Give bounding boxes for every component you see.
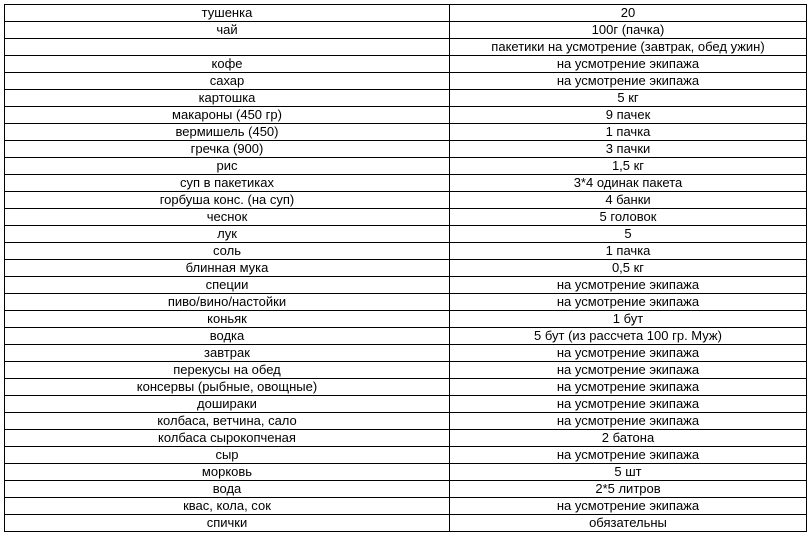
table-row <box>5 260 807 277</box>
item-cell[interactable]: картошка <box>5 90 450 107</box>
table-row <box>5 345 807 362</box>
table-row <box>5 379 807 396</box>
item-cell[interactable]: рис <box>5 158 450 175</box>
item-cell[interactable]: гречка (900) <box>5 141 450 158</box>
amount-cell[interactable]: на усмотрение экипажа <box>450 345 807 362</box>
amount-cell[interactable]: на усмотрение экипажа <box>450 362 807 379</box>
amount-cell[interactable]: 5 бут (из рассчета 100 гр. Муж) <box>450 328 807 345</box>
amount-cell[interactable]: на усмотрение экипажа <box>450 396 807 413</box>
table-row <box>5 447 807 464</box>
table-row <box>5 124 807 141</box>
item-cell[interactable]: лук <box>5 226 450 243</box>
item-cell[interactable]: блинная мука <box>5 260 450 277</box>
table-row <box>5 294 807 311</box>
amount-cell[interactable]: на усмотрение экипажа <box>450 294 807 311</box>
item-cell[interactable]: соль <box>5 243 450 260</box>
item-cell[interactable]: водка <box>5 328 450 345</box>
item-cell[interactable]: квас, кола, сок <box>5 498 450 515</box>
item-cell[interactable]: сахар <box>5 73 450 90</box>
table-row <box>5 430 807 447</box>
table-row <box>5 464 807 481</box>
table-row <box>5 90 807 107</box>
item-cell[interactable]: макароны (450 гр) <box>5 107 450 124</box>
table-row <box>5 107 807 124</box>
amount-cell[interactable]: 5 кг <box>450 90 807 107</box>
amount-cell[interactable]: 5 шт <box>450 464 807 481</box>
table-row <box>5 328 807 345</box>
item-cell[interactable]: колбаса сырокопченая <box>5 430 450 447</box>
item-cell[interactable]: сыр <box>5 447 450 464</box>
amount-cell[interactable]: на усмотрение экипажа <box>450 447 807 464</box>
item-cell[interactable]: чеснок <box>5 209 450 226</box>
amount-cell[interactable]: 2*5 литров <box>450 481 807 498</box>
amount-cell[interactable]: 1 пачка <box>450 243 807 260</box>
table-row <box>5 192 807 209</box>
table-row <box>5 515 807 532</box>
item-cell[interactable]: морковь <box>5 464 450 481</box>
provisions-table <box>4 4 807 532</box>
amount-cell[interactable]: 0,5 кг <box>450 260 807 277</box>
amount-cell[interactable]: на усмотрение экипажа <box>450 277 807 294</box>
amount-cell[interactable]: 1 бут <box>450 311 807 328</box>
item-cell[interactable]: суп в пакетиках <box>5 175 450 192</box>
item-cell[interactable]: вода <box>5 481 450 498</box>
amount-cell[interactable]: 3 пачки <box>450 141 807 158</box>
amount-cell[interactable]: на усмотрение экипажа <box>450 56 807 73</box>
table-row <box>5 243 807 260</box>
amount-cell[interactable]: 9 пачек <box>450 107 807 124</box>
item-cell[interactable]: коньяк <box>5 311 450 328</box>
table-row <box>5 498 807 515</box>
table-row <box>5 209 807 226</box>
table-row <box>5 141 807 158</box>
table-row <box>5 362 807 379</box>
item-cell[interactable]: завтрак <box>5 345 450 362</box>
item-cell[interactable]: кофе <box>5 56 450 73</box>
item-cell[interactable]: чай <box>5 22 450 39</box>
amount-cell[interactable]: 20 <box>450 5 807 22</box>
amount-cell[interactable]: 1,5 кг <box>450 158 807 175</box>
item-cell[interactable]: колбаса, ветчина, сало <box>5 413 450 430</box>
table-row <box>5 175 807 192</box>
table-row <box>5 413 807 430</box>
table-row <box>5 311 807 328</box>
amount-cell[interactable]: 3*4 одинак пакета <box>450 175 807 192</box>
item-cell[interactable]: специи <box>5 277 450 294</box>
item-cell[interactable]: перекусы на обед <box>5 362 450 379</box>
table-row <box>5 22 807 39</box>
amount-cell[interactable]: на усмотрение экипажа <box>450 413 807 430</box>
amount-cell[interactable]: пакетики на усмотрение (завтрак, обед ужин) <box>450 39 807 56</box>
amount-cell[interactable]: на усмотрение экипажа <box>450 379 807 396</box>
item-cell[interactable]: дошираки <box>5 396 450 413</box>
table-row <box>5 481 807 498</box>
table-row <box>5 396 807 413</box>
item-cell[interactable]: вермишель (450) <box>5 124 450 141</box>
table-row <box>5 277 807 294</box>
amount-cell[interactable]: на усмотрение экипажа <box>450 498 807 515</box>
item-cell[interactable]: консервы (рыбные, овощные) <box>5 379 450 396</box>
amount-cell[interactable]: 5 головок <box>450 209 807 226</box>
amount-cell[interactable]: 4 банки <box>450 192 807 209</box>
provisions-table-body <box>5 5 807 532</box>
table-row <box>5 226 807 243</box>
item-cell[interactable]: горбуша конс. (на суп) <box>5 192 450 209</box>
item-cell[interactable]: пиво/вино/настойки <box>5 294 450 311</box>
table-row <box>5 73 807 90</box>
table-row <box>5 56 807 73</box>
table-row <box>5 158 807 175</box>
amount-cell[interactable]: 2 батона <box>450 430 807 447</box>
table-row <box>5 39 807 56</box>
amount-cell[interactable]: 5 <box>450 226 807 243</box>
table-row <box>5 5 807 22</box>
amount-cell[interactable]: на усмотрение экипажа <box>450 73 807 90</box>
item-cell[interactable] <box>5 39 450 56</box>
item-cell[interactable]: спички <box>5 515 450 532</box>
item-cell[interactable]: тушенка <box>5 5 450 22</box>
amount-cell[interactable]: обязательны <box>450 515 807 532</box>
amount-cell[interactable]: 1 пачка <box>450 124 807 141</box>
amount-cell[interactable]: 100г (пачка) <box>450 22 807 39</box>
